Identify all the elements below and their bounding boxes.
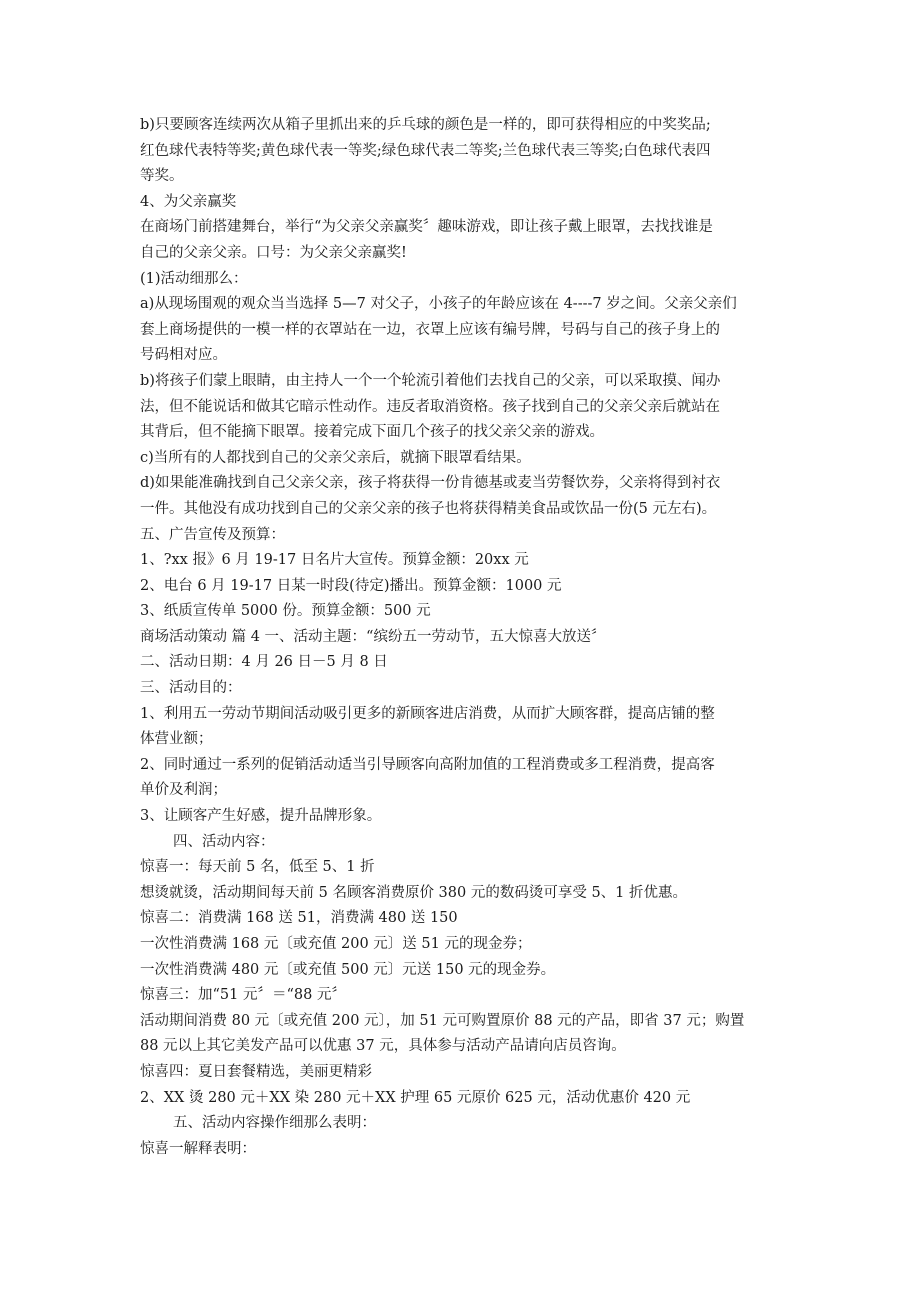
text-line: 2、XX 烫 280 元＋XX 染 280 元＋XX 护理 65 元原价 625 元，活动优惠价 420 元 (140, 1089, 691, 1106)
text-line: 单价及利润； (140, 782, 227, 799)
text-line: 1、?xx 报》6 月 19-17 日名片大宣传。预算金额：20xx 元 (140, 552, 529, 569)
section-heading: 三、活动目的： (140, 680, 242, 697)
text-line: 体营业额； (140, 731, 213, 748)
text-line: 3、纸质宣传单 5000 份。预算金额：500 元 (140, 603, 431, 620)
text-line: 88 元以上其它美发产品可以优惠 37 元，具体参与活动产品请向店员咨询。 (140, 1038, 626, 1055)
section-heading: 四、活动内容： (173, 833, 275, 850)
text-line: 惊喜四：夏日套餐精选，美丽更精彩 (140, 1063, 372, 1080)
document-body (140, 113, 785, 1162)
text-line: 2、电台 6 月 19-17 日某一时段(待定)播出。预算金额：1000 元 (140, 577, 562, 594)
text-line: 一次性消费满 480 元〔或充值 500 元〕元送 150 元的现金券。 (140, 961, 556, 978)
text-line: d)如果能准确找到自己父亲父亲，孩子将获得一份肯德基或麦当劳餐饮券，父亲将得到衬衣 (140, 475, 721, 492)
text-line: 惊喜三：加“51 元〞＝“88 元〞 (140, 987, 346, 1004)
text-line: 2、同时通过一系列的促销活动适当引导顾客向高附加值的工程消费或多工程消费，提高客 (140, 756, 715, 773)
text-line: 一件。其他没有成功找到自己的父亲父亲的孩子也将获得精美食品或饮品一份(5 元左右)。 (140, 500, 717, 517)
text-line: c)当所有的人都找到自己的父亲父亲后，就摘下眼罩看结果。 (140, 449, 531, 466)
text-line: 3、让顾客产生好感，提升品牌形象。 (140, 808, 382, 825)
text-line: 等奖。 (140, 168, 184, 185)
text-line: 活动期间消费 80 元〔或充值 200 元〕，加 51 元可购置原价 88 元的产品，即省 37 元；购置 (140, 1012, 745, 1029)
text-line: b)将孩子们蒙上眼睛，由主持人一个一个轮流引着他们去找自己的父亲，可以采取摸、闻办 (140, 372, 721, 389)
text-line: 其背后，但不能摘下眼罩。接着完成下面几个孩子的找父亲父亲的游戏。 (140, 424, 604, 441)
text-line: a)从现场围观的观众当当选择 5—7 对父子，小孩子的年龄应该在 4----7 岁之间。父亲父亲们 (140, 296, 737, 313)
text-line: 想烫就烫，活动期间每天前 5 名顾客消费原价 380 元的数码烫可享受 5、1 折优惠。 (140, 884, 688, 901)
text-line: 惊喜一：每天前 5 名，低至 5、1 折 (140, 859, 375, 876)
text-line: 套上商场提供的一模一样的衣罩站在一边，衣罩上应该有编号牌，号码与自己的孩子身上的 (140, 321, 720, 338)
text-line: 号码相对应。 (140, 347, 227, 364)
text-line: 1、利用五一劳动节期间活动吸引更多的新顾客进店消费，从而扩大顾客群，提高店铺的整 (140, 705, 715, 722)
text-line: 红色球代表特等奖;黄色球代表一等奖;绿色球代表二等奖;兰色球代表三等奖;白色球代表四 (140, 142, 711, 159)
section-heading: 二、活动日期：4 月 26 日－5 月 8 日 (140, 654, 388, 671)
section-heading: 商场活动策动 篇 4 一、活动主题：“缤纷五一劳动节，五大惊喜大放送〞 (140, 628, 606, 645)
text-line: 自己的父亲父亲。口号：为父亲父亲赢奖! (140, 244, 407, 261)
text-line: b)只要顾客连续两次从箱子里抓出来的乒乓球的颜色是一样的，即可获得相应的中奖奖品; (140, 117, 711, 133)
text-line: (1)活动细那么： (140, 270, 248, 287)
section-heading: 4、为父亲赢奖 (140, 193, 237, 210)
section-heading: 五、活动内容操作细那么表明： (173, 1115, 376, 1132)
section-heading: 五、广告宣传及预算： (140, 526, 285, 543)
text-line: 一次性消费满 168 元〔或充值 200 元〕送 51 元的现金券； (140, 936, 532, 952)
text-line: 惊喜一解释表明： (140, 1140, 256, 1157)
text-line: 法，但不能说话和做其它暗示性动作。违反者取消资格。孩子找到自己的父亲父亲后就站在 (140, 398, 720, 415)
text-line: 在商场门前搭建舞台，举行“为父亲父亲赢奖〞趣味游戏，即让孩子戴上眼罩，去找找谁是 (140, 219, 713, 236)
text-line: 惊喜二：消费满 168 送 51，消费满 480 送 150 (140, 910, 458, 927)
